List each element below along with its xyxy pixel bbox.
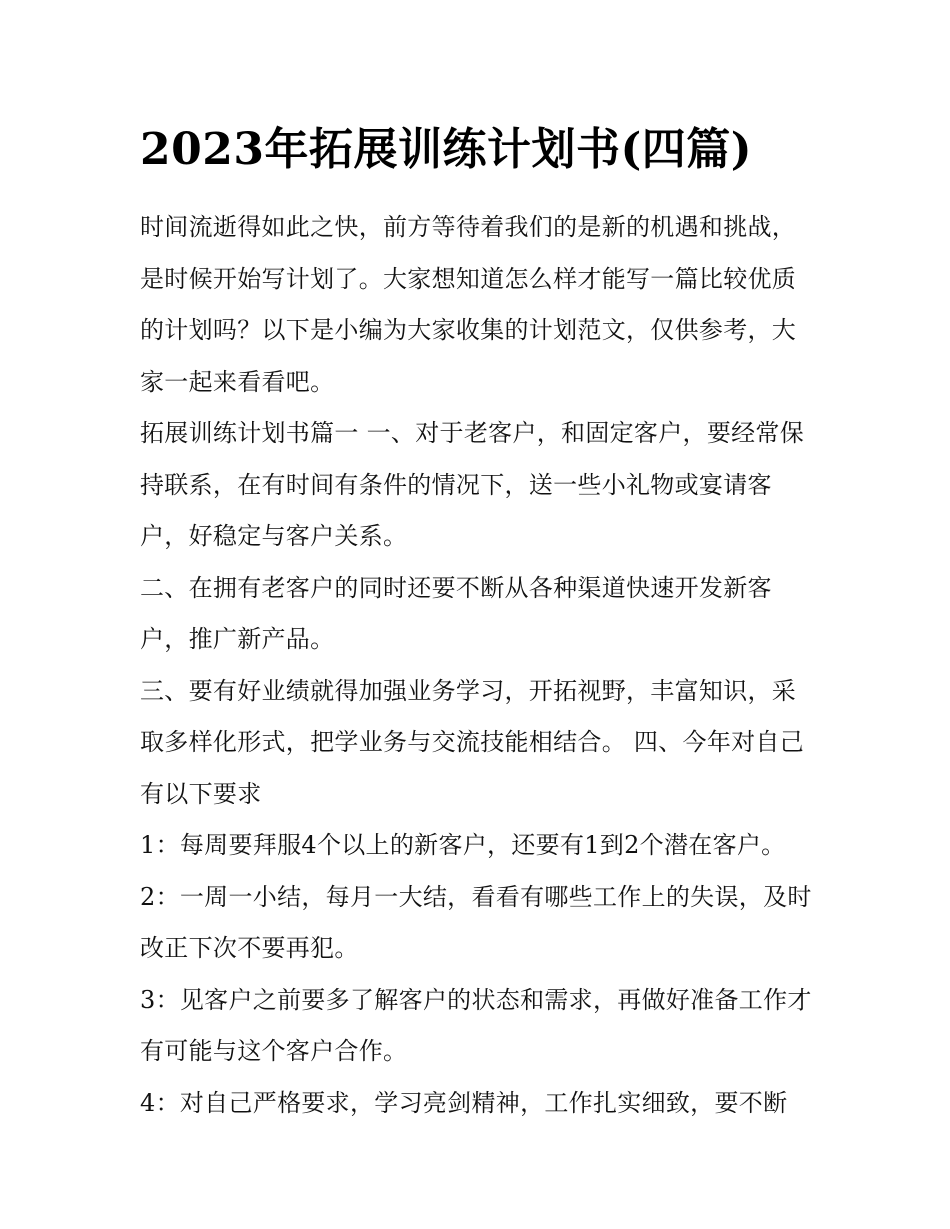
document-title: 2023年拓展训练计划书(四篇) bbox=[140, 124, 753, 175]
plan-point-three-four: 三、要有好业绩就得加强业务学习，开拓视野，丰富知识，采取多样化形式，把学业务与交流技能相结合。 四、今年对自己有以下要求 bbox=[140, 676, 805, 808]
requirement-item-1: 1：每周要拜服4个以上的新客户，还要有1到2个潜在客户。 bbox=[140, 831, 786, 859]
plan-one-paragraph: 拓展训练计划书篇一 一、对于老客户，和固定客户，要经常保持联系，在有时间有条件的情况下，送一些小礼物或宴请客户，好稳定与客户关系。 bbox=[140, 419, 805, 550]
requirement-item-2: 2：一周一小结，每月一大结，看看有哪些工作上的失误，及时改正下次不要再犯。 bbox=[140, 882, 812, 962]
requirement-item-4: 4：对自己严格要求，学习亮剑精神，工作扎实细致，要不断 bbox=[140, 1088, 788, 1117]
document-body bbox=[140, 118, 820, 1129]
requirement-item-3: 3：见客户之前要多了解客户的状态和需求，再做好准备工作才有可能与这个客户合作。 bbox=[140, 985, 812, 1065]
plan-point-two: 二、在拥有老客户的同时还要不断从各种渠道快速开发新客户，推广新产品。 bbox=[140, 573, 772, 653]
intro-paragraph: 时间流逝得如此之快，前方等待着我们的是新的机遇和挑战，是时候开始写计划了。大家想知道怎么样才能写一篇比较优质的计划吗？以下是小编为大家收集的计划范文，仅供参考，大家一起来看看吧。 bbox=[140, 213, 797, 396]
